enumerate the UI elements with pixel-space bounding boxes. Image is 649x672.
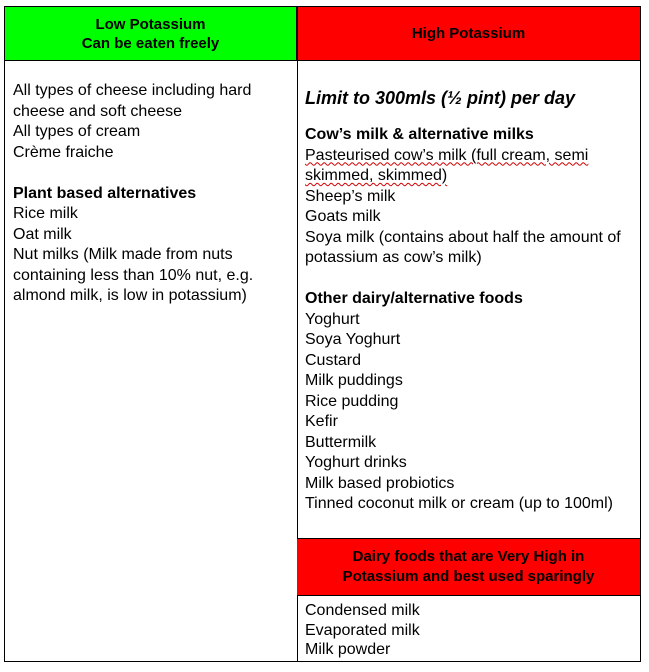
list-item: Custard: [305, 351, 362, 369]
high-potassium-header: [297, 7, 640, 60]
list-item: Soya Yoghurt: [305, 331, 401, 348]
list-item: Milk based probiotics: [305, 474, 455, 492]
very-high-potassium-header: [297, 538, 640, 596]
list-item-text: Pasteurised cow’s milk (full cream, semi skimmed, skimmed): [305, 146, 589, 184]
daily-limit: Limit to 300mls (½ pint) per day: [305, 88, 576, 108]
list-item: Evaporated milk: [305, 621, 420, 639]
list-item: Yoghurt: [305, 310, 360, 328]
list-item: Sheep’s milk: [305, 187, 396, 205]
high-header-label: High Potassium: [411, 25, 526, 42]
list-item: Goats milk: [305, 208, 381, 225]
list-item: Tinned coconut milk or cream (up to 100ml): [305, 495, 613, 512]
header-divider: [5, 60, 640, 61]
very-high-header-line2: Potassium and best used sparingly: [342, 568, 595, 585]
low-header-line1: Low Potassium: [95, 15, 206, 33]
list-item: Buttermilk: [305, 433, 377, 451]
list-item: Soya milk (contains about half the amount of potassium as cow’s milk): [305, 228, 621, 266]
list-item: Milk puddings: [305, 372, 403, 389]
plant-based-heading: Plant based alternatives: [13, 184, 197, 202]
list-item: Crème fraiche: [13, 143, 114, 161]
list-item: Milk powder: [305, 641, 391, 658]
high-potassium-column: [305, 87, 637, 515]
list-item: Kefir: [305, 413, 338, 430]
list-item: Condensed milk: [305, 602, 420, 619]
very-high-header-line1: Dairy foods that are Very High in: [352, 548, 585, 565]
list-item: Rice pudding: [305, 392, 399, 410]
potassium-table: [4, 6, 641, 662]
list-item: Nut milks (Milk made from nuts containing less than 10% nut, e.g. almond milk, is low in potassium): [13, 246, 254, 304]
milks-heading: Cow’s milk & alternative milks: [305, 126, 534, 143]
low-potassium-header: [5, 7, 297, 60]
low-potassium-column: [13, 81, 295, 307]
low-header-line2: Can be eaten freely: [81, 34, 220, 52]
list-item: All types of cheese including hard cheese and soft cheese: [13, 82, 252, 120]
list-item: Oat milk: [13, 225, 72, 243]
list-item: Rice milk: [13, 205, 78, 222]
very-high-potassium-column: [305, 601, 637, 660]
list-item: [305, 146, 637, 187]
list-item: All types of cream: [13, 123, 141, 140]
other-dairy-heading: Other dairy/alternative foods: [305, 290, 523, 307]
list-item: Yoghurt drinks: [305, 454, 407, 471]
